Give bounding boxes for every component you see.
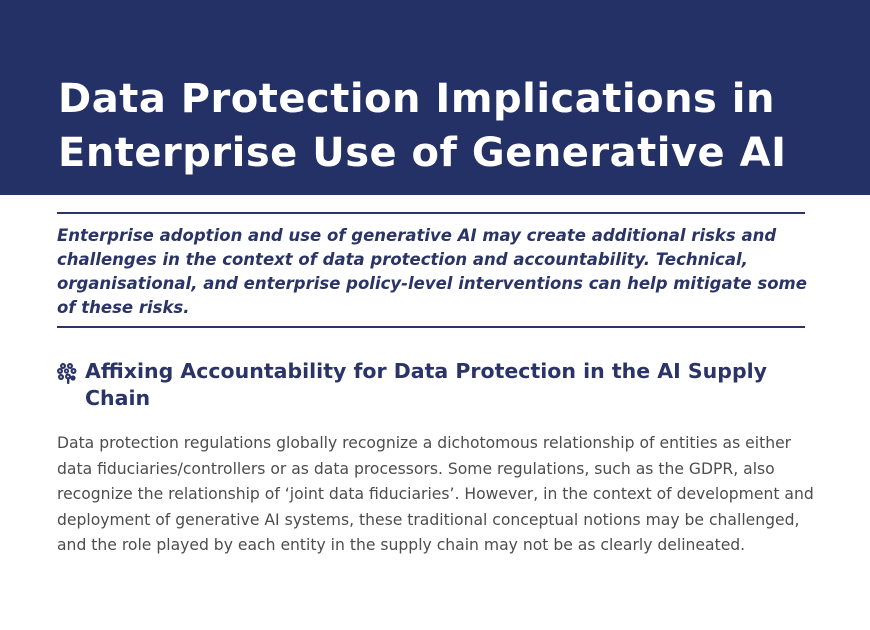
title-banner (0, 0, 870, 195)
section-title: Affixing Accountability for Data Protection in the AI Supply Chain (85, 359, 768, 410)
section-heading (55, 358, 815, 412)
brain-network-icon (55, 361, 79, 385)
intro-top-divider (57, 212, 805, 214)
intro-bottom-divider (57, 326, 805, 328)
intro-summary: Enterprise adoption and use of generative AI may create additional risks and challenges in the context of data protection and accountability. Technical, organisational, and enterprise policy-level interventions can help mitigate some of these risks. (57, 226, 807, 317)
page-title: Data Protection Implications in Enterprise Use of Generative AI (58, 76, 787, 176)
section-body-paragraph: Data protection regulations globally recognize a dichotomous relationship of entities as either data fiduciaries/controllers or as data processors. Some regulations, such as the GDPR, also recognize the relationship of ‘joint data fiduciaries’. However, in the context of development and deployment of generative AI systems, these traditional conceptual notions may be challenged, and the role played by each entity in the supply chain may not be as clearly delineated. (57, 434, 814, 554)
